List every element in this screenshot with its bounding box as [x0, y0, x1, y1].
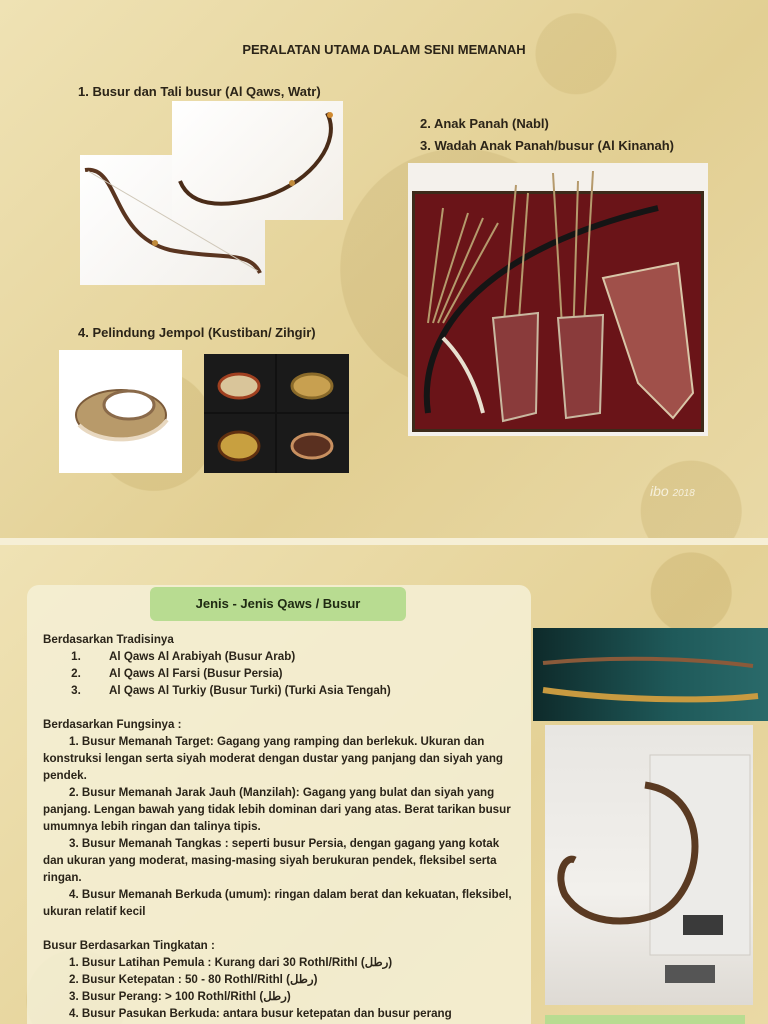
quiver-display-photo [408, 163, 708, 436]
panel-title: Jenis - Jenis Qaws / Busur [150, 587, 406, 621]
list-item: 1. Busur Latihan Pemula : Kurang dari 30 Rothl/Rithl (رطل) [69, 956, 393, 969]
museum-bow-display-photo [545, 725, 753, 1005]
tradition-heading: Berdasarkan Tradisinya [43, 633, 174, 646]
list-item: 4. Busur Pasukan Berkuda: antara busur ketepatan dan busur perang [69, 1007, 452, 1020]
list-item: 2. Busur Memanah Jarak Jauh (Manzilah): Gagang yang bulat dan siyah yang panjang. Lengan bawah yang tidak lebih dominan dari yang atas. Berat tarikan busur umumnya lebih ringan dan talinya tipis. [43, 786, 511, 833]
list-item: 1. Al Qaws Al Arabiyah (Busur Arab) [71, 650, 296, 663]
item4-heading: 4. Pelindung Jempol (Kustiban/ Zihgir) [78, 325, 316, 340]
item1-heading: 1. Busur dan Tali busur (Al Qaws, Watr) [78, 84, 321, 99]
watermark: ibo 2018 [650, 483, 695, 499]
item2-heading: 2. Anak Panah (Nabl) [420, 116, 549, 131]
caption-bar [545, 1015, 745, 1024]
level-heading: Busur Berdasarkan Tingkatan : [43, 939, 215, 952]
list-item: 3. Busur Memanah Tangkas : seperti busur Persia, dengan gagang yang kotak dan ukuran yang moderat, masing-masing siyah berukuran pendek, fleksibel serta ringan. [43, 837, 500, 884]
thumb-rings-grid-photo [204, 354, 349, 473]
thumb-ring-photo [59, 350, 182, 473]
list-item: 2. Busur Ketepatan : 50 - 80 Rothl/Rithl (رطل) [69, 973, 318, 986]
slide-divider [0, 538, 768, 545]
list-item: 3. Al Qaws Al Turkiy (Busur Turki) (Turki Asia Tengah) [71, 684, 391, 697]
list-item: 1. Busur Memanah Target: Gagang yang ramping dan berlekuk. Ukuran dan konstruksi lengan serta siyah moderat dengan dustar yang panjang dan siyah yang pendek. [43, 735, 504, 782]
list-item: 4. Busur Memanah Berkuda (umum): ringan dalam berat dan kekuatan, fleksibel, ukuran relatif kecil [43, 888, 512, 918]
body-text [43, 631, 513, 1022]
slide-bow-types [0, 545, 768, 1024]
item3-heading: 3. Wadah Anak Panah/busur (Al Kinanah) [420, 138, 675, 153]
bow-photo-2 [172, 101, 343, 220]
museum-bows-photo [533, 628, 768, 721]
page-title: PERALATAN UTAMA DALAM SENI MEMANAH [242, 42, 526, 57]
function-heading: Berdasarkan Fungsinya : [43, 718, 182, 731]
list-item: 3. Busur Perang: > 100 Rothl/Rithl (رطل) [69, 990, 291, 1003]
list-item: 2. Al Qaws Al Farsi (Busur Persia) [71, 667, 283, 680]
